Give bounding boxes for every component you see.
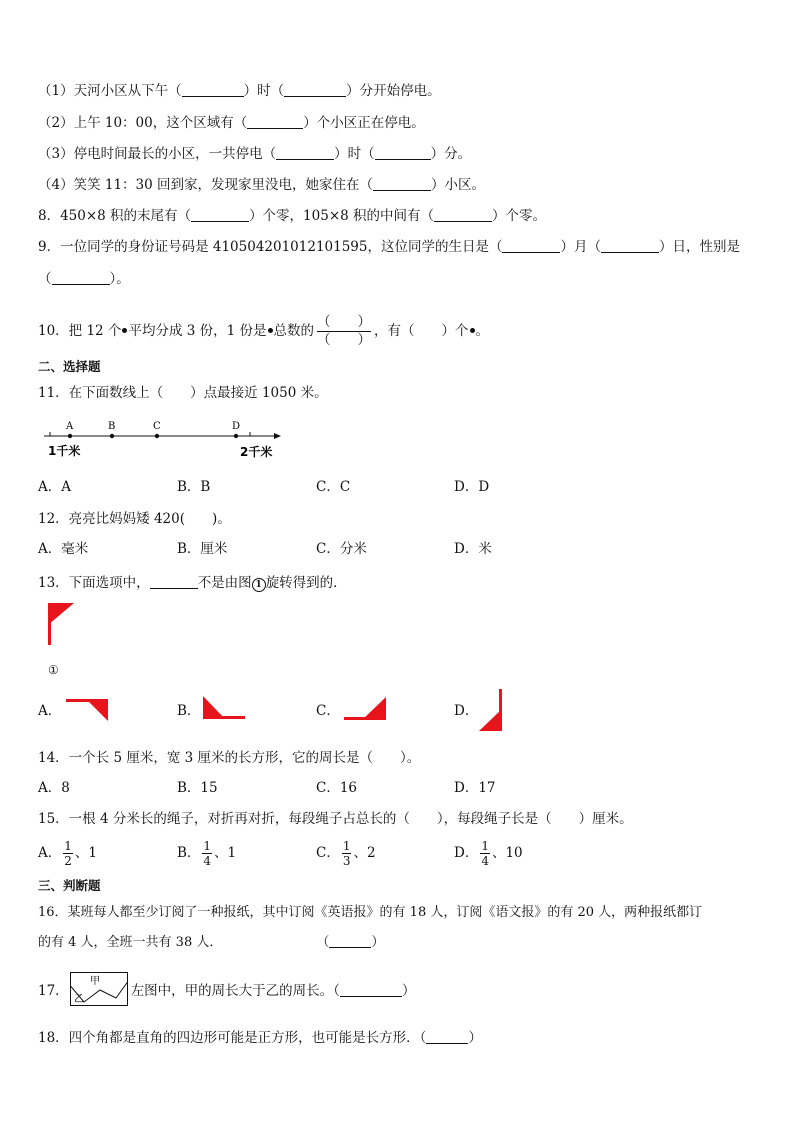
answer-blank[interactable] [191, 207, 249, 222]
option-b[interactable]: B．15 [177, 780, 218, 796]
fraction-blank[interactable]: $\frac{( )}{( )}$ [317, 314, 372, 348]
number-line-point [155, 434, 159, 438]
option-c[interactable]: C．16 [316, 780, 358, 796]
answer-blank[interactable] [247, 114, 303, 129]
option-b[interactable]: B． [177, 703, 201, 719]
answer-blank[interactable] [284, 82, 346, 97]
option-c[interactable]: C． $\frac{1}{3}$ 、2 [316, 839, 376, 868]
flag-option-a[interactable] [66, 699, 110, 723]
fraction: $\frac{1}{4}$ [481, 839, 489, 868]
number-line-point [234, 434, 238, 438]
option-d[interactable]: D．D [454, 479, 490, 495]
point-label-d: D [232, 421, 241, 432]
question-12: 12．亮亮比妈妈矮 420( )。 [38, 511, 231, 527]
flag-option-c[interactable] [344, 697, 388, 723]
question-15: 15．一根 4 分米长的绳子，对折再对折，每段绳子占总长的（ ），每段绳子长是（ ）厘米。 [38, 811, 633, 827]
left-label: 1千米 [48, 444, 81, 458]
point-label-a: A [66, 421, 74, 432]
fraction: $\frac{1}{2}$ [64, 839, 72, 868]
dot-icon [470, 328, 475, 333]
answer-blank[interactable] [276, 145, 334, 160]
question-16: 16．某班每人都至少订阅了一种报纸，其中订阅《英语报》的有 18 人，订阅《语文报》的有 20 人，两种报纸都订 [38, 905, 703, 920]
number-line-point [110, 434, 114, 438]
option-a[interactable]: A． $\frac{1}{2}$ 、1 [38, 839, 97, 868]
sub-question-4: （4）笑笑 11：30 回到家，发现家里没电，她家住在（ ）小区。 [38, 177, 486, 193]
split-rectangle-figure [70, 972, 130, 1008]
right-label: 2千米 [240, 445, 273, 459]
sub-question-2: （2）上午 10：00，这个区域有（ ）个小区正在停电。 [38, 115, 425, 131]
question-14: 14．一个长 5 厘米，宽 3 厘米的长方形，它的周长是（ ）。 [38, 750, 421, 766]
option-c[interactable]: C． [316, 703, 340, 719]
dot-icon [268, 328, 273, 333]
number-line [40, 418, 285, 464]
option-b[interactable]: B． $\frac{1}{4}$ 、1 [177, 839, 237, 868]
sub-question-1: （1）天河小区从下午（ ）时（ ）分开始停电。 [38, 83, 441, 99]
question-16-continued: 的有 4 人，全班一共有 38 人． （ ） [38, 935, 385, 950]
circled-number: 1 [252, 578, 266, 592]
flag-option-b[interactable] [203, 696, 247, 722]
option-b[interactable]: B．B [177, 479, 211, 495]
question-17: 17． 左图中，甲的周长大于乙的周长。（ ） [38, 983, 416, 999]
option-d[interactable]: D． $\frac{1}{4}$ 、10 [454, 839, 523, 868]
answer-blank[interactable] [601, 238, 659, 253]
fraction: $\frac{1}{3}$ [342, 839, 351, 868]
dot-icon [122, 328, 127, 333]
option-b[interactable]: B．厘米 [177, 541, 228, 557]
flag-option-d[interactable] [479, 689, 503, 733]
question-10: 10．把 12 个 平均分成 3 份，1 份是 总数的 $\frac{( )}{( )}$ ，有（ ）个 。 [38, 314, 490, 348]
answer-blank[interactable] [182, 82, 244, 97]
answer-blank[interactable] [426, 1029, 468, 1044]
question-18: 18．四个角都是直角的四边形可能是正方形，也可能是长方形．（ ） [38, 1030, 482, 1046]
question-9-continued: （ ）。 [38, 271, 130, 287]
figure-label: ① [48, 663, 59, 677]
option-a[interactable]: A．A [38, 479, 71, 495]
number-line-point [68, 434, 72, 438]
option-d[interactable]: D． [454, 703, 479, 719]
option-a[interactable]: A． [38, 703, 62, 719]
answer-blank[interactable] [375, 145, 431, 160]
answer-blank[interactable] [52, 270, 110, 285]
point-label-c: C [153, 421, 161, 432]
flag-figure-1 [48, 603, 78, 645]
region-label-jia: 甲 [90, 976, 100, 987]
option-c[interactable]: C．分米 [316, 541, 367, 557]
sub-question-3: （3）停电时间最长的小区，一共停电（ ）时（ ）分。 [38, 146, 472, 162]
fraction: $\frac{1}{4}$ [203, 839, 212, 868]
option-a[interactable]: A．毫米 [38, 541, 89, 557]
option-c[interactable]: C．C [316, 479, 351, 495]
answer-blank[interactable] [329, 933, 371, 948]
section-heading-choice: 二、选择题 [38, 359, 101, 374]
answer-blank[interactable] [373, 176, 431, 191]
option-d[interactable]: D．米 [454, 541, 492, 557]
question-13: 13．下面选项中， 不是由图 1 旋转得到的． [38, 575, 347, 591]
question-11: 11．在下面数线上（ ）点最接近 1050 米。 [38, 385, 328, 401]
option-a[interactable]: A．8 [38, 780, 70, 796]
answer-blank[interactable] [340, 982, 402, 997]
answer-blank[interactable] [434, 207, 492, 222]
question-8: 8．450×8 积的末尾有（ ）个零，105×8 积的中间有（ ）个零。 [38, 208, 547, 224]
answer-blank[interactable] [150, 574, 198, 589]
section-heading-judge: 三、判断题 [38, 878, 101, 893]
question-9: 9．一位同学的身份证号码是 410504201012101595，这位同学的生日是（ ）月（ ）日，性别是 [38, 239, 740, 255]
answer-blank[interactable] [502, 238, 560, 253]
point-label-b: B [108, 421, 116, 432]
region-label-yi: 乙 [74, 994, 84, 1005]
option-d[interactable]: D．17 [454, 780, 496, 796]
